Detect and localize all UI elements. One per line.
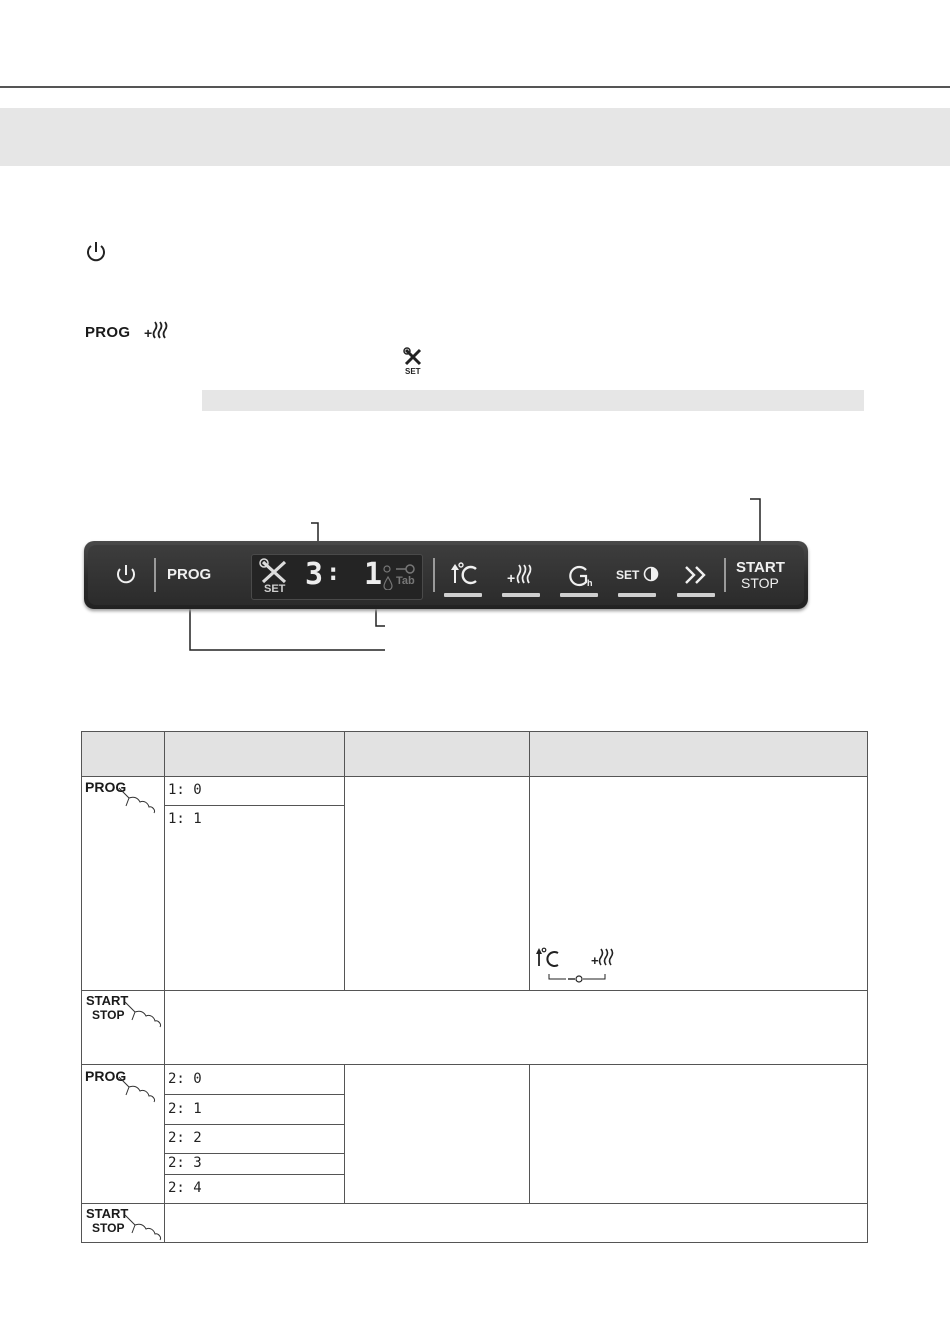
svg-text:+: + [144, 325, 153, 341]
panel-stop-label[interactable]: STOP [741, 575, 779, 591]
svg-text:SET: SET [405, 367, 421, 375]
hand-press-icon [122, 1211, 164, 1241]
panel-separator [433, 558, 435, 592]
table-stop-label: STOP [92, 1221, 125, 1235]
half-load-icon[interactable] [643, 566, 659, 582]
panel-prog-button[interactable]: PROG [167, 566, 212, 583]
settings-tools-icon [403, 347, 425, 375]
table-stop-label: STOP [92, 1008, 125, 1022]
table-value: 2: 3 [168, 1155, 202, 1171]
drop-icon [383, 576, 393, 590]
half-load-indicator-bar [618, 593, 656, 597]
hand-press-icon [116, 1073, 158, 1103]
half-load-set-label[interactable]: SET [616, 568, 640, 582]
panel-heat-plus-icon[interactable] [507, 563, 537, 587]
timer-indicator-bar [560, 593, 598, 597]
temperature-icon[interactable] [449, 561, 479, 587]
hand-press-icon [122, 998, 164, 1028]
heat-plus-indicator-bar [502, 593, 540, 597]
svg-text:+: + [591, 953, 599, 968]
note-band [202, 390, 864, 411]
svg-text:+: + [507, 570, 516, 586]
display-colon: : [326, 558, 341, 586]
table-start-label: START [86, 1206, 129, 1221]
table-value: 1: 0 [168, 782, 202, 798]
display-digit-right: 1 [364, 557, 383, 592]
fast-forward-indicator-bar [677, 593, 715, 597]
key-lock-icon [533, 946, 623, 986]
display-set-label: SET [264, 583, 286, 595]
display-digit-left: 3 [305, 557, 324, 592]
panel-separator [724, 558, 726, 592]
panel-start-label[interactable]: START [736, 559, 785, 576]
panel-separator [154, 558, 156, 592]
fast-forward-icon[interactable] [684, 565, 708, 585]
timer-icon[interactable] [566, 562, 596, 588]
top-rule [0, 86, 950, 88]
power-icon [84, 240, 108, 266]
display-indicator-icons [382, 562, 418, 576]
section-header-band [0, 108, 950, 166]
svg-text:h: h [587, 578, 593, 588]
hand-press-icon [116, 784, 158, 814]
heat-plus-icon [144, 320, 172, 342]
display-tab-label: Tab [396, 575, 415, 587]
table-value: 2: 0 [168, 1071, 202, 1087]
panel-power-button[interactable] [113, 562, 139, 588]
table-value: 2: 2 [168, 1130, 202, 1146]
temperature-indicator-bar [444, 593, 482, 597]
table-value: 1: 1 [168, 811, 202, 827]
table-value: 2: 4 [168, 1180, 202, 1196]
table-value: 2: 1 [168, 1101, 202, 1117]
table-start-label: START [86, 993, 129, 1008]
table-header [82, 732, 868, 776]
table-prog-button: PROG [85, 1068, 127, 1084]
table-prog-button: PROG [85, 779, 127, 795]
prog-label: PROG [85, 324, 131, 341]
